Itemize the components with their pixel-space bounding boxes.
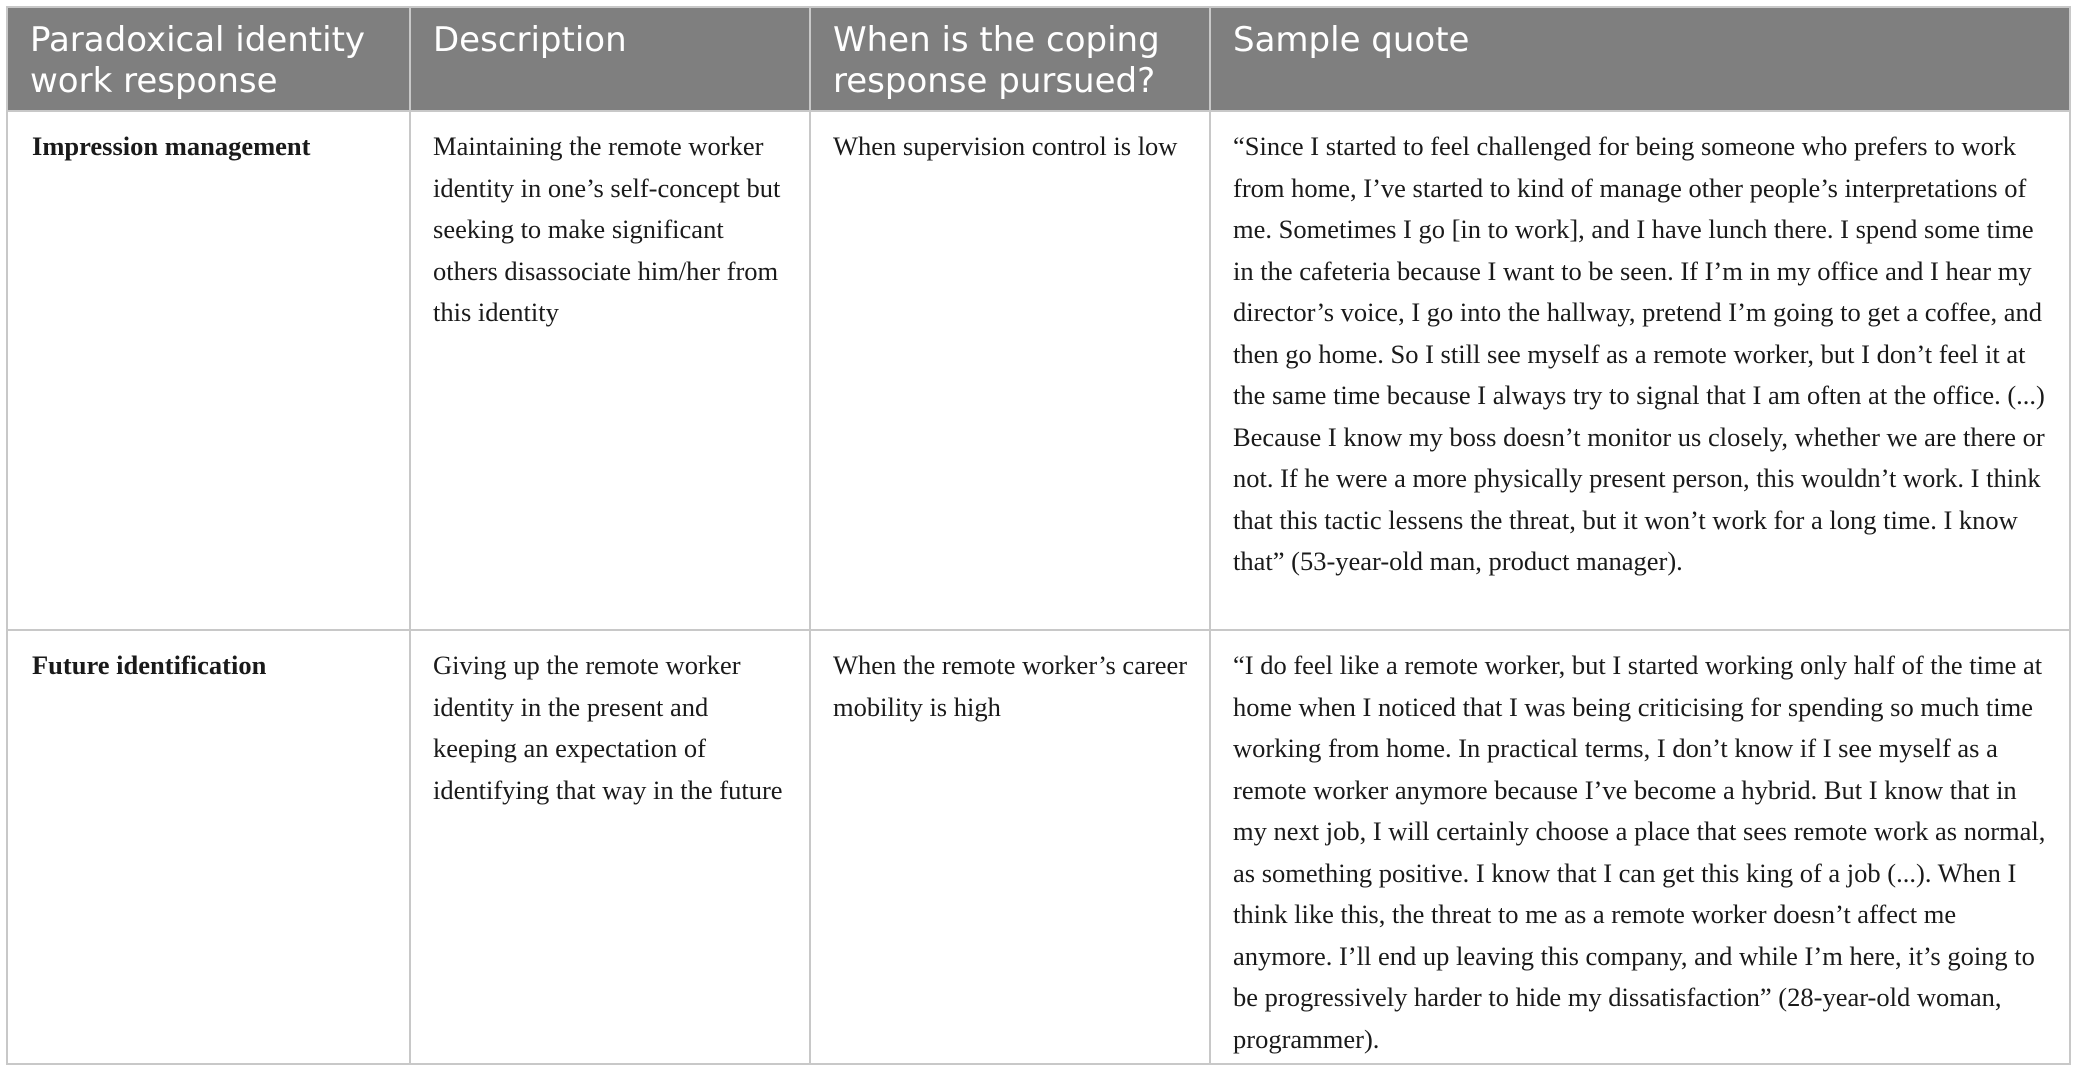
row-when: When the remote worker’s career mobility is high — [810, 630, 1210, 1065]
identity-work-table — [8, 8, 2069, 1065]
header-row — [8, 8, 2069, 111]
header-description: Description — [410, 8, 810, 111]
row-description: Giving up the remote worker identity in the present and keeping an expectation of identifying that way in the future — [410, 630, 810, 1065]
table-row — [8, 111, 2069, 630]
row-response-label: Future identification — [8, 630, 410, 1065]
table-body — [8, 111, 2069, 1065]
row-sample-quote: “I do feel like a remote worker, but I started working only half of the time at home when I noticed that I was being criticising for spending so much time working from home. In practical terms, I don’t know if I see myself as a remote worker anymore because I’ve become a hybrid. But I know that in my next job, I will certainly choose a place that sees remote work as normal, as something positive. I know that I can get this king of a job (...). When I think like this, the threat to me as a remote worker doesn’t affect me anymore. I’ll end up leaving this company, and while I’m here, it’s going to be progressively harder to hide my dissatisfaction” (28-year-old woman, programmer). — [1210, 630, 2069, 1065]
row-response-label: Impression management — [8, 111, 410, 630]
identity-work-table-container — [6, 6, 2071, 1065]
table-row — [8, 630, 2069, 1065]
header-when: When is the coping response pursued? — [810, 8, 1210, 111]
header-sample-quote: Sample quote — [1210, 8, 2069, 111]
row-description: Maintaining the remote worker identity in one’s self-concept but seeking to make significant others disassociate him/her from this identity — [410, 111, 810, 630]
row-when: When supervision control is low — [810, 111, 1210, 630]
row-sample-quote: “Since I started to feel challenged for being someone who prefers to work from home, I’ve started to kind of manage other people’s interpretations of me. Sometimes I go [in to work], and I have lunch there. I spend some time in the cafeteria because I want to be seen. If I’m in my office and I hear my director’s voice, I go into the hallway, pretend I’m going to get a coffee, and then go home. So I still see myself as a remote worker, but I don’t feel it at the same time because I always try to signal that I am often at the office. (...) Because I know my boss doesn’t monitor us closely, whether we are there or not. If he were a more physically present person, this wouldn’t work. I think that this tactic lessens the threat, but it won’t work for a long time. I know that” (53-year-old man, product manager). — [1210, 111, 2069, 630]
header-response: Paradoxical identity work response — [8, 8, 410, 111]
table-header — [8, 8, 2069, 111]
